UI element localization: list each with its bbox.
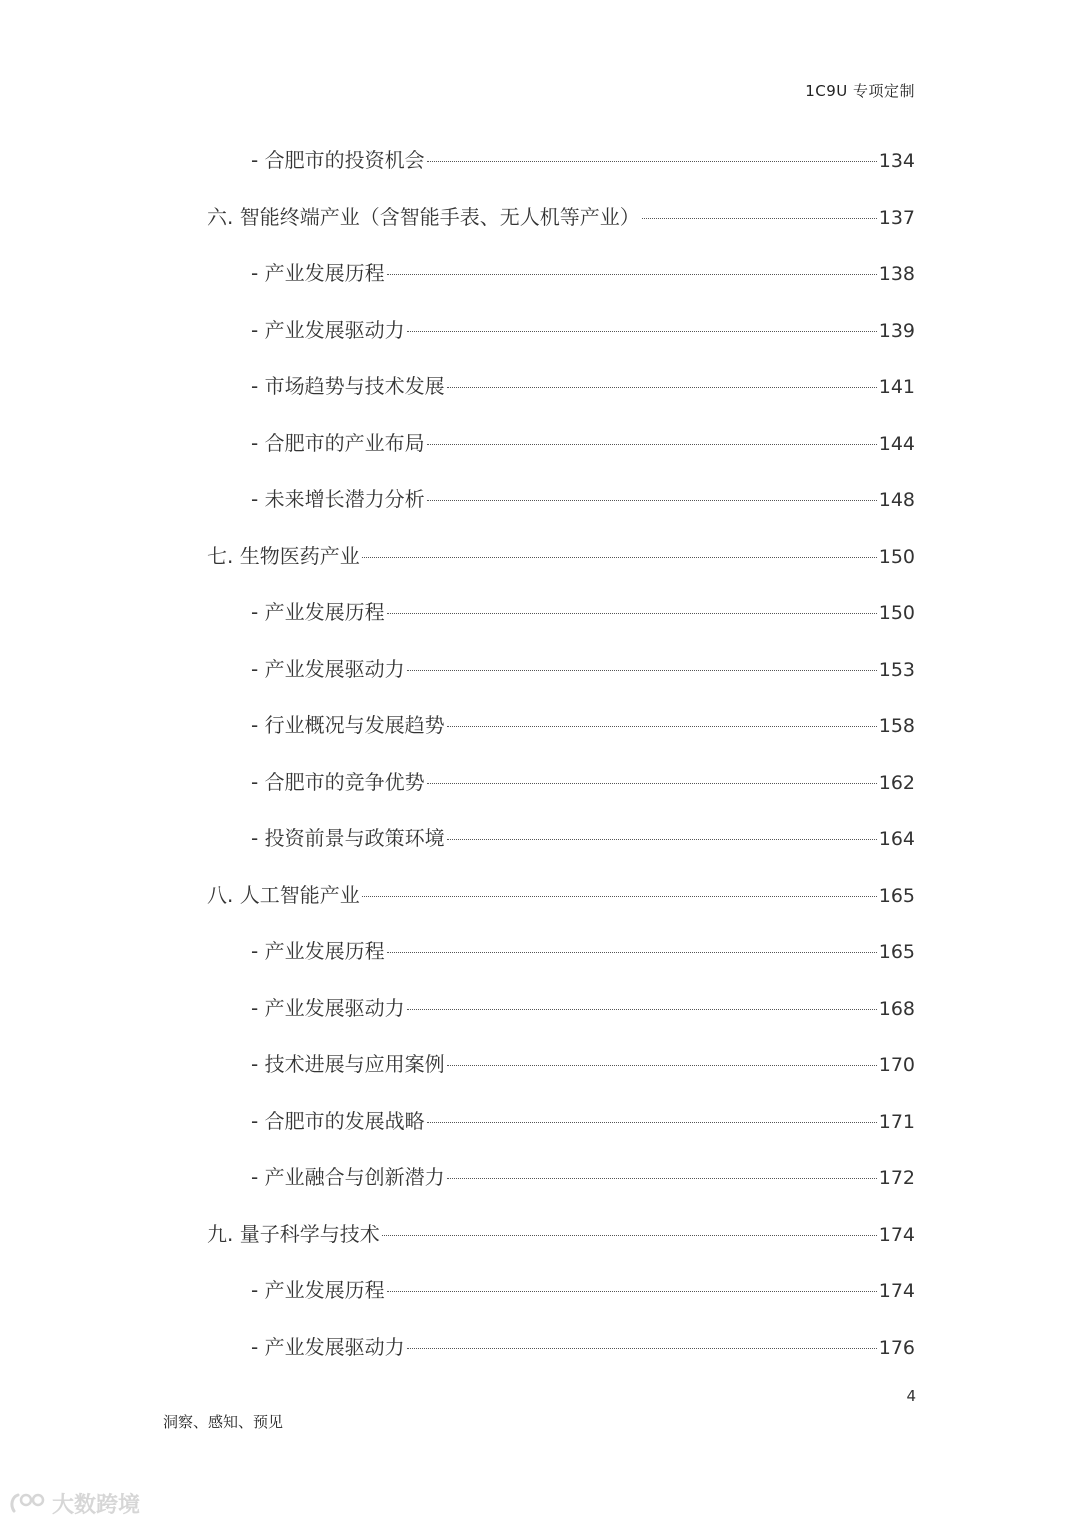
toc-entry-title: 七. 生物医药产业 xyxy=(207,543,360,568)
toc-entry[interactable] xyxy=(207,762,915,819)
toc-entry-title: - 技术进展与应用案例 xyxy=(251,1052,445,1076)
toc-entry-page: 148 xyxy=(878,489,915,511)
toc-entry-title: - 产业发展驱动力 xyxy=(251,1334,405,1359)
toc-entry[interactable] xyxy=(207,536,915,593)
toc-entry-page: 174 xyxy=(878,1280,915,1302)
table-of-contents xyxy=(207,140,915,1383)
toc-entry[interactable] xyxy=(207,1214,915,1271)
toc-entry[interactable] xyxy=(207,1157,915,1214)
toc-entry[interactable] xyxy=(207,931,915,988)
toc-entry-title: 六. 智能终端产业（含智能手表、无人机等产业） xyxy=(207,204,640,229)
watermark xyxy=(8,1488,140,1519)
toc-dot-leader xyxy=(447,387,877,388)
toc-entry-title: - 产业发展驱动力 xyxy=(251,656,405,681)
toc-dot-leader xyxy=(447,1178,877,1179)
toc-entry-title: - 合肥市的发展战略 xyxy=(251,1108,425,1133)
toc-entry-page: 138 xyxy=(878,263,915,285)
toc-dot-leader xyxy=(407,331,877,332)
brand-logo-icon xyxy=(8,1491,48,1517)
toc-entry[interactable] xyxy=(207,253,915,310)
toc-entry[interactable] xyxy=(207,479,915,536)
toc-entry-page: 172 xyxy=(878,1167,915,1189)
toc-entry-page: 150 xyxy=(878,545,915,568)
toc-dot-leader xyxy=(427,161,877,162)
toc-entry-page: 137 xyxy=(878,206,915,229)
toc-entry-title: - 产业发展历程 xyxy=(251,600,385,624)
toc-entry[interactable] xyxy=(207,366,915,423)
toc-dot-leader xyxy=(387,1291,877,1292)
toc-dot-leader xyxy=(407,670,877,671)
page-number: 4 xyxy=(906,1387,916,1405)
toc-entry-page: 158 xyxy=(878,715,915,737)
toc-dot-leader xyxy=(427,500,877,501)
toc-entry[interactable] xyxy=(207,705,915,762)
toc-dot-leader xyxy=(447,726,877,727)
toc-entry-page: 139 xyxy=(878,319,915,342)
toc-entry-page: 153 xyxy=(878,658,915,681)
toc-entry-title: - 合肥市的竞争优势 xyxy=(251,769,425,794)
toc-dot-leader xyxy=(427,1122,877,1123)
toc-dot-leader xyxy=(407,1348,877,1349)
toc-entry[interactable] xyxy=(207,875,915,932)
toc-dot-leader xyxy=(362,896,877,897)
page-header: 1C9U 专项定制 xyxy=(805,82,915,100)
toc-entry-page: 150 xyxy=(878,602,915,624)
toc-entry-page: 144 xyxy=(878,432,915,455)
toc-entry-page: 164 xyxy=(878,828,915,850)
toc-dot-leader xyxy=(362,557,877,558)
toc-dot-leader xyxy=(407,1009,877,1010)
toc-entry[interactable] xyxy=(207,592,915,649)
toc-entry-page: 165 xyxy=(878,941,915,963)
toc-entry[interactable] xyxy=(207,818,915,875)
toc-entry-title: 九. 量子科学与技术 xyxy=(207,1221,380,1246)
toc-entry-page: 165 xyxy=(878,884,915,907)
toc-entry-title: - 合肥市的产业布局 xyxy=(251,430,425,455)
toc-entry-title: - 未来增长潜力分析 xyxy=(251,487,425,511)
toc-entry-page: 141 xyxy=(878,376,915,398)
toc-entry-page: 168 xyxy=(878,997,915,1020)
toc-entry-title: 八. 人工智能产业 xyxy=(207,882,360,907)
toc-entry[interactable] xyxy=(207,423,915,480)
toc-entry[interactable] xyxy=(207,649,915,706)
toc-entry-title: - 产业发展驱动力 xyxy=(251,995,405,1020)
toc-entry-page: 162 xyxy=(878,771,915,794)
toc-entry-title: - 市场趋势与技术发展 xyxy=(251,374,445,398)
toc-entry[interactable] xyxy=(207,140,915,197)
toc-entry-title: - 产业发展历程 xyxy=(251,1278,385,1302)
toc-entry-page: 174 xyxy=(878,1223,915,1246)
toc-entry-title: - 行业概况与发展趋势 xyxy=(251,713,445,737)
toc-dot-leader xyxy=(387,613,877,614)
watermark-text: 大数跨境 xyxy=(52,1493,141,1518)
toc-entry-page: 134 xyxy=(878,150,915,172)
toc-dot-leader xyxy=(642,218,877,219)
toc-dot-leader xyxy=(447,839,877,840)
toc-entry-title: - 投资前景与政策环境 xyxy=(251,826,445,850)
toc-entry[interactable] xyxy=(207,988,915,1045)
toc-entry-page: 176 xyxy=(878,1336,915,1359)
toc-entry-page: 171 xyxy=(878,1110,915,1133)
toc-entry[interactable] xyxy=(207,1044,915,1101)
toc-entry-title: - 产业发展历程 xyxy=(251,261,385,285)
toc-entry[interactable] xyxy=(207,1270,915,1327)
toc-entry-title: - 产业融合与创新潜力 xyxy=(251,1165,445,1189)
toc-entry-page: 170 xyxy=(878,1054,915,1076)
toc-entry[interactable] xyxy=(207,310,915,367)
toc-entry-title: - 产业发展历程 xyxy=(251,939,385,963)
toc-entry-title: - 合肥市的投资机会 xyxy=(251,148,425,172)
toc-dot-leader xyxy=(427,444,877,445)
toc-dot-leader xyxy=(387,952,877,953)
toc-entry[interactable] xyxy=(207,197,915,254)
toc-dot-leader xyxy=(387,274,877,275)
footer-slogan: 洞察、感知、预见 xyxy=(163,1413,284,1431)
toc-entry-title: - 产业发展驱动力 xyxy=(251,317,405,342)
toc-dot-leader xyxy=(427,783,877,784)
toc-entry[interactable] xyxy=(207,1327,915,1384)
toc-dot-leader xyxy=(382,1235,877,1236)
toc-entry[interactable] xyxy=(207,1101,915,1158)
toc-dot-leader xyxy=(447,1065,877,1066)
